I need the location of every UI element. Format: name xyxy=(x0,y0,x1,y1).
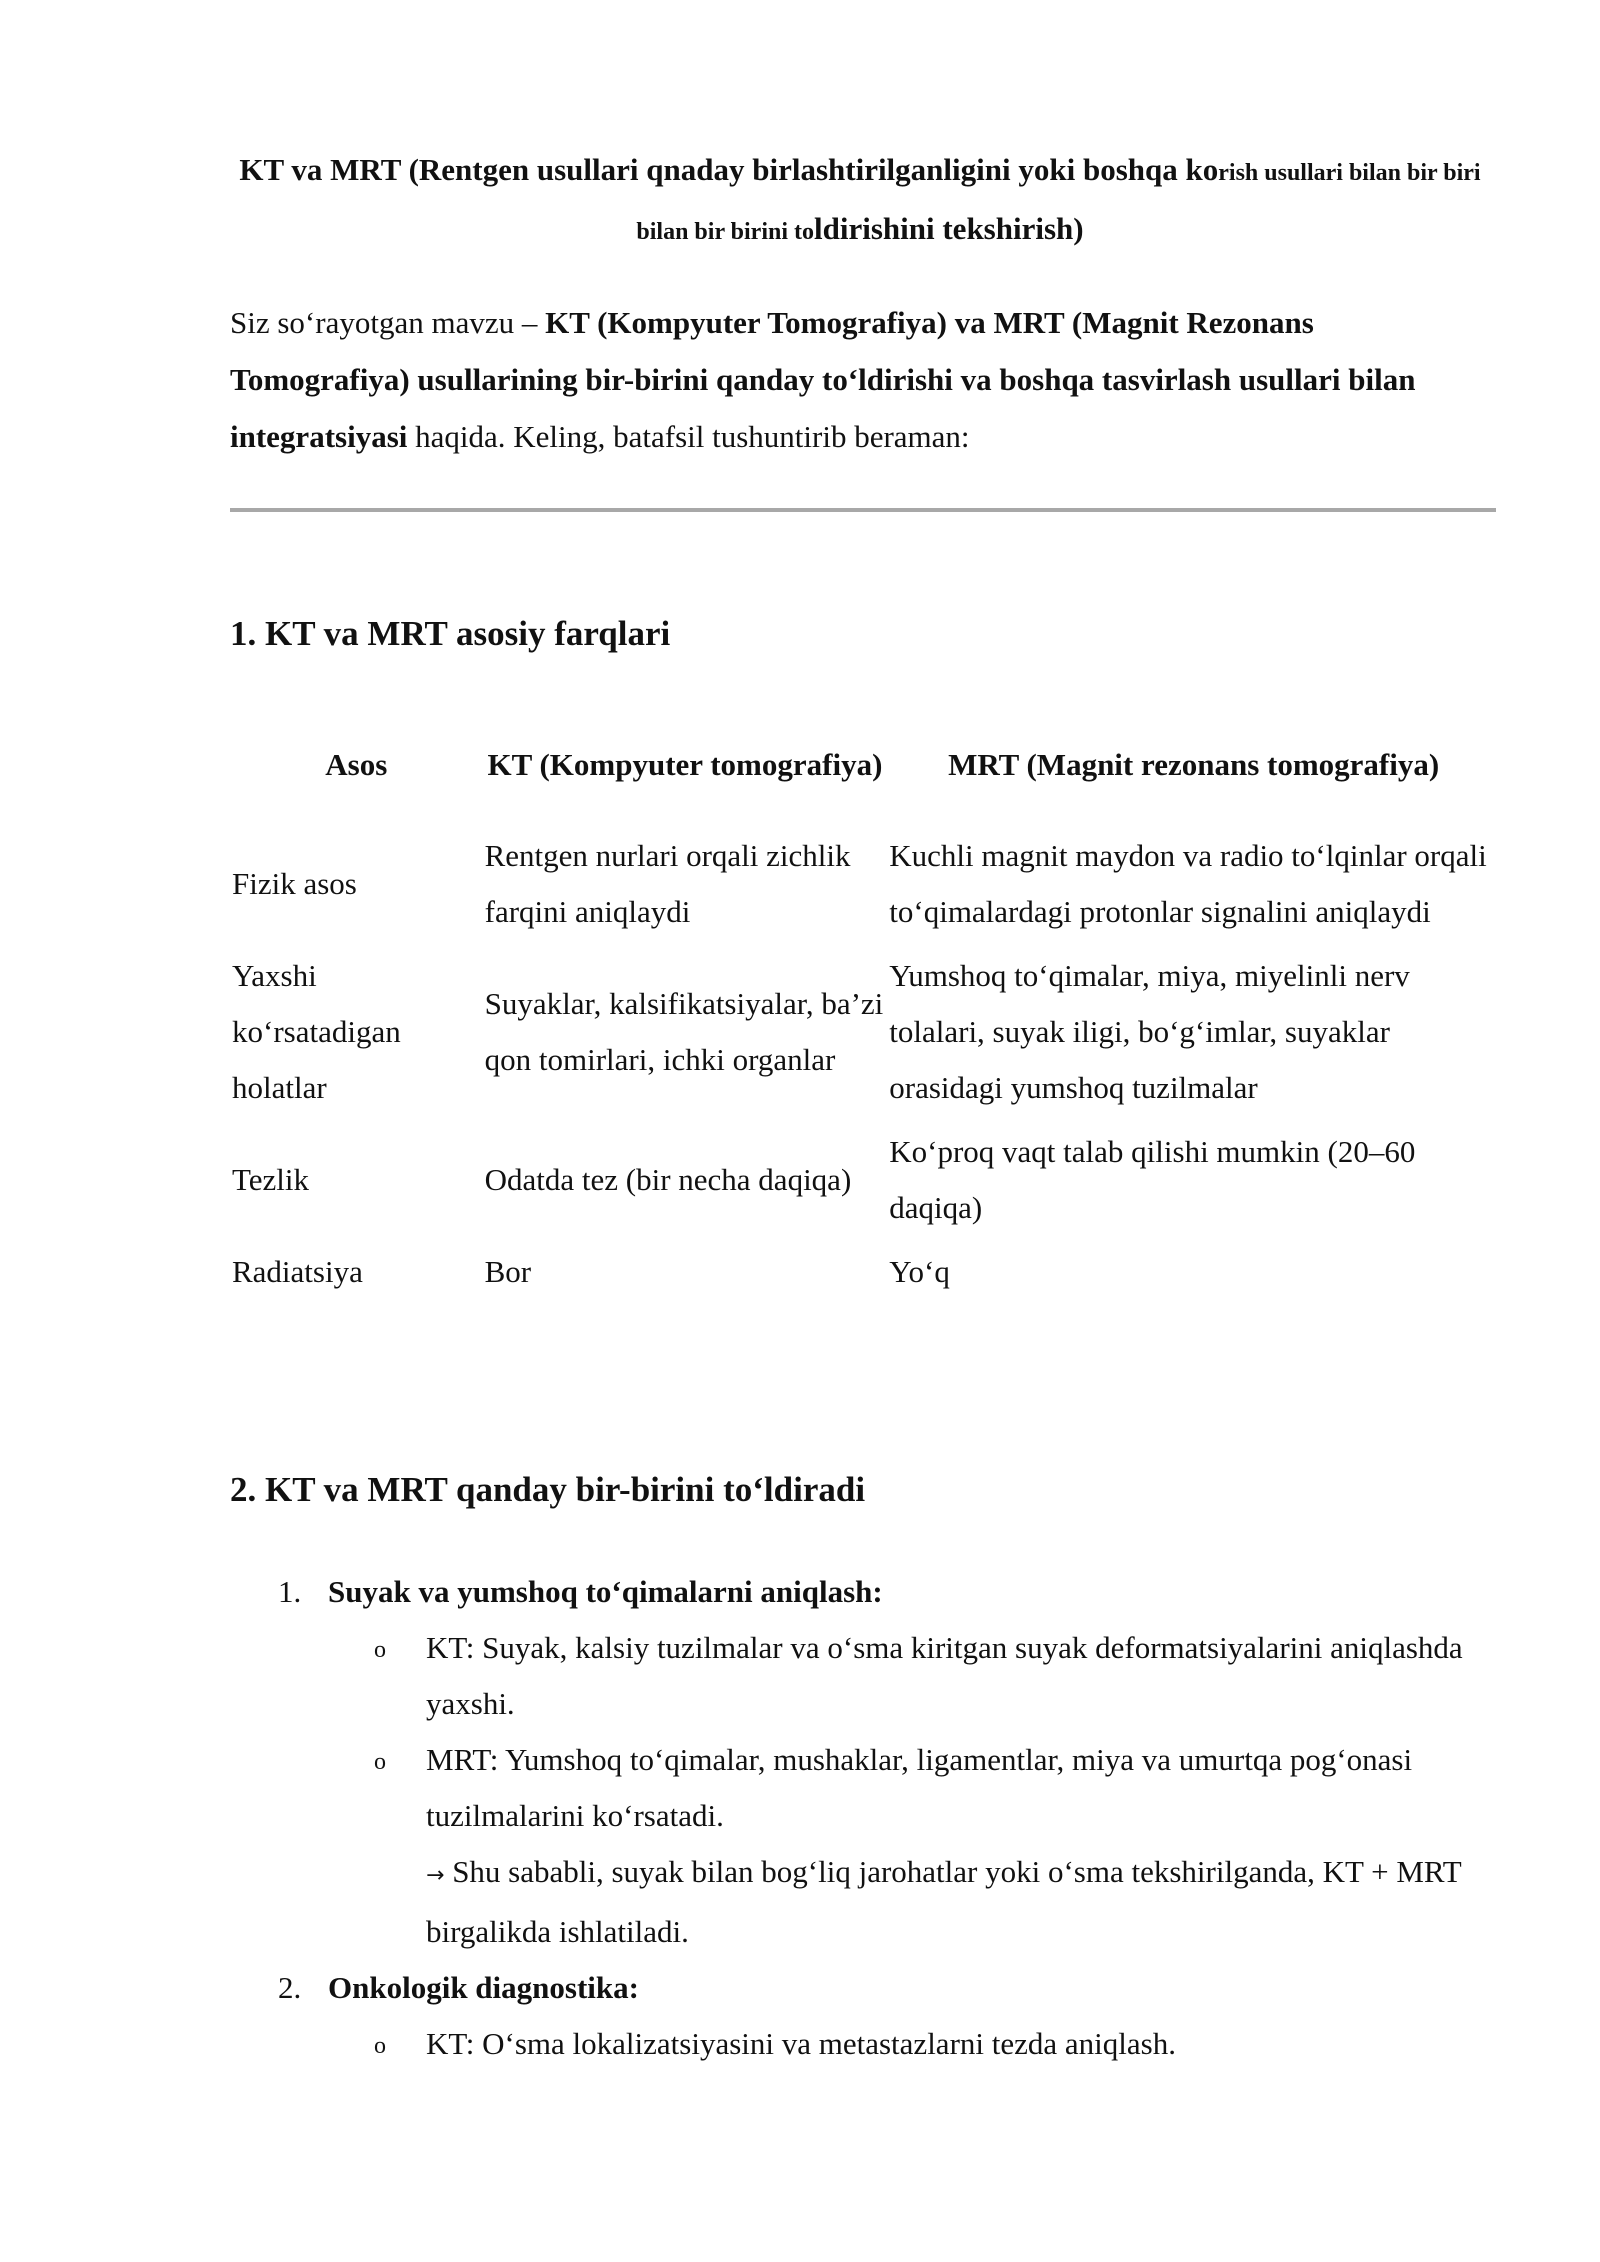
sub-list-item xyxy=(230,1620,1500,1732)
table-cell: Fizik asos xyxy=(232,866,357,901)
table-header-cell: KT (Kompyuter tomografiya) xyxy=(487,747,883,782)
title-part-1: KT va MRT (Rentgen usullari qnaday birlashtirilganligini yoki boshqa ko xyxy=(239,152,1219,187)
bullet-icon: o xyxy=(374,2033,386,2059)
table-cell: Yo‘q xyxy=(889,1254,950,1289)
table-row xyxy=(230,1240,1500,1304)
section-2-heading: 2. KT va MRT qanday bir-birini to‘ldiradi xyxy=(230,1470,866,1509)
list-item xyxy=(230,1564,1500,1620)
intro-paragraph xyxy=(230,294,1500,465)
title-part-2: rish usullari bilan bir biri bilan bir birini to xyxy=(636,160,1481,245)
table-cell: Suyaklar, kalsifikatsiyalar, ba’zi qon tomirlari, ichki organlar xyxy=(484,986,884,1077)
table-cell: Odatda tez (bir necha daqiqa) xyxy=(484,1162,852,1197)
horizontal-rule xyxy=(230,508,1496,512)
table-cell: Kuchli magnit maydon va radio to‘lqinlar orqali to‘qimalardagi protonlar signalini aniqlaydi xyxy=(889,838,1487,929)
sub-list-item xyxy=(230,1732,1500,1960)
bullet-icon: o xyxy=(374,1637,386,1663)
table-row xyxy=(230,944,1500,1120)
table-cell: Radiatsiya xyxy=(232,1254,363,1289)
table-header-row xyxy=(230,706,1500,824)
sub-list-text: KT: O‘sma lokalizatsiyasini va metastazlarni tezda aniqlash. xyxy=(426,2026,1176,2061)
table-row xyxy=(230,1120,1500,1240)
table-cell: Yumshoq to‘qimalar, miya, miyelinli nerv tolalari, suyak iligi, bo‘g‘imlar, suyaklar orasidagi yumshoq tuzilmalar xyxy=(889,958,1410,1105)
sub-list-note: Shu sababli, suyak bilan bog‘liq jarohatlar yoki o‘sma tekshirilganda, KT + MRT birgalikda ishlatiladi. xyxy=(426,1854,1462,1949)
bullet-icon: o xyxy=(374,1749,386,1775)
table-cell: Ko‘proq vaqt talab qilishi mumkin (20–60 daqiqa) xyxy=(889,1134,1416,1225)
intro-tail: haqida. Keling, batafsil tushuntirib beraman: xyxy=(407,419,970,454)
table-header-cell: Asos xyxy=(325,747,388,782)
sub-list-text: KT: Suyak, kalsiy tuzilmalar va o‘sma kiritgan suyak deformatsiyalarini aniqlashda yaxshi. xyxy=(426,1630,1463,1721)
list-item-label: Suyak va yumshoq to‘qimalarni aniqlash: xyxy=(328,1574,883,1609)
list-item-label: Onkologik diagnostika: xyxy=(328,1970,639,2005)
table-row xyxy=(230,824,1500,944)
table-cell: Bor xyxy=(484,1254,532,1289)
table-header-cell: MRT (Magnit rezonans tomografiya) xyxy=(948,747,1440,782)
table-cell: Rentgen nurlari orqali zichlik farqini aniqlaydi xyxy=(484,838,851,929)
sub-list-text: MRT: Yumshoq to‘qimalar, mushaklar, ligamentlar, miya va umurtqa pog‘onasi tuzilmalarini ko‘rsatadi. xyxy=(426,1742,1413,1833)
title-part-3: ldirishini tekshirish) xyxy=(814,211,1084,246)
table-cell: Yaxshi ko‘rsatadigan holatlar xyxy=(232,958,401,1105)
list-number: 2. xyxy=(278,1970,302,2005)
intro-bold: KT (Kompyuter Tomografiya) va MRT (Magnit Rezonans Tomografiya) usullarining bir-birini qanday to‘ldirishi va boshqa tasvirlash usullari bilan integratsiyasi xyxy=(230,305,1416,454)
intro-lead: Siz so‘rayotgan mavzu – xyxy=(230,305,546,340)
sub-list-item xyxy=(230,2016,1500,2072)
section-1-heading: 1. KT va MRT asosiy farqlari xyxy=(230,614,671,653)
right-arrow-icon: → xyxy=(426,1863,445,1888)
numbered-list xyxy=(230,1564,1500,2072)
comparison-table xyxy=(230,706,1500,1304)
document-title xyxy=(230,142,1490,260)
table-cell: Tezlik xyxy=(232,1162,310,1197)
list-number: 1. xyxy=(278,1574,302,1609)
list-item xyxy=(230,1960,1500,2016)
